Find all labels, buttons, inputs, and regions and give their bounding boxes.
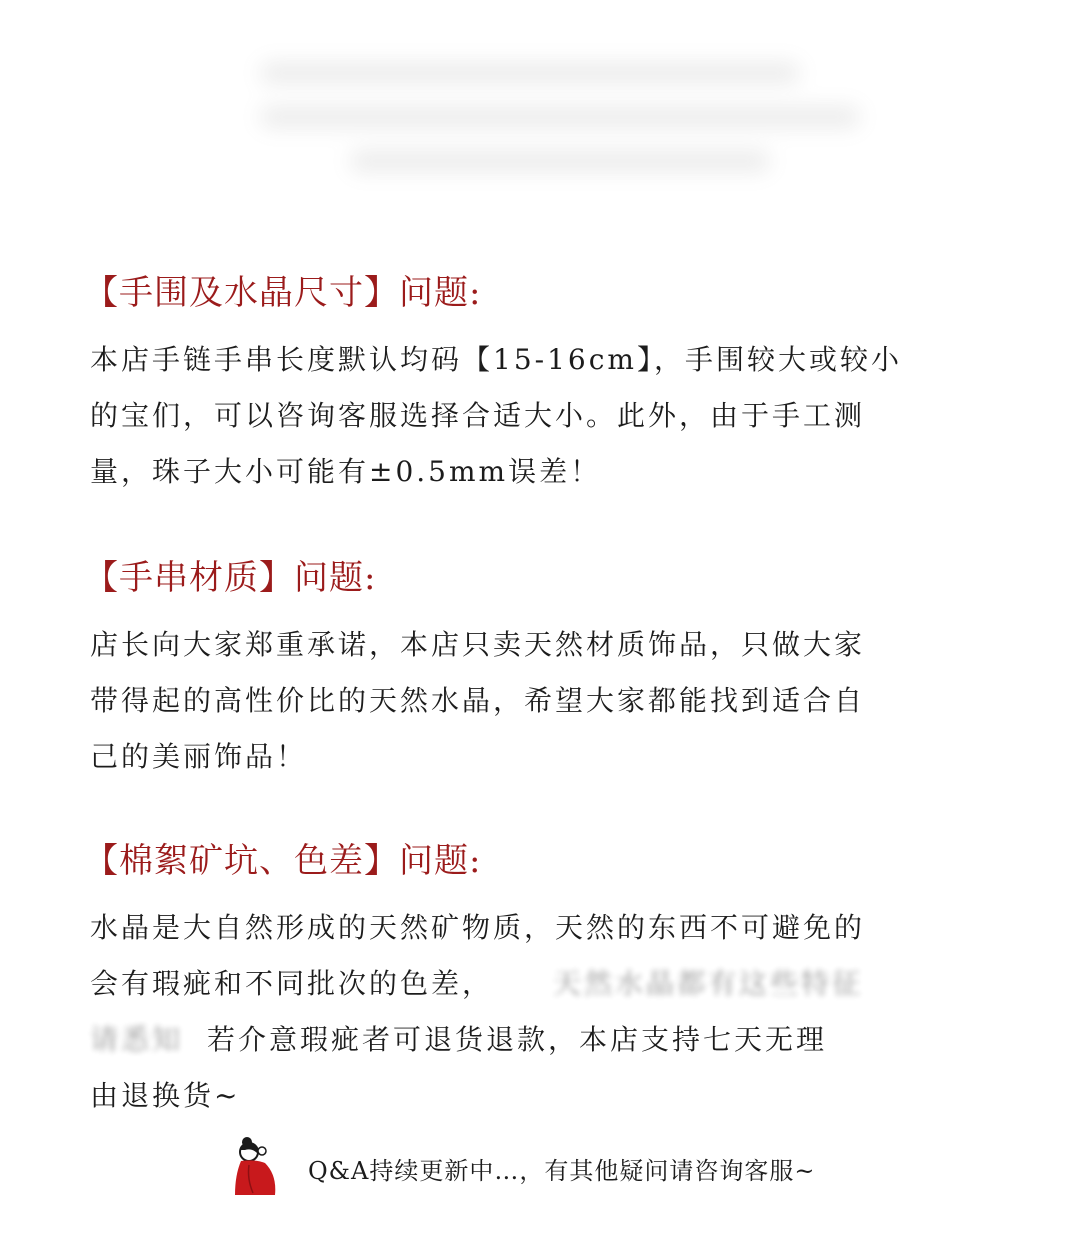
- text-line: 己的美丽饰品！: [90, 740, 308, 773]
- text-line: [90, 1012, 990, 1068]
- girl-mascot-icon: [225, 1135, 285, 1201]
- footer: [225, 1135, 925, 1205]
- section-body: [90, 332, 990, 500]
- text-line: [90, 956, 990, 1012]
- section-material: [84, 550, 990, 785]
- text-line: 由退换货~: [90, 1079, 241, 1112]
- text-line: 的宝们，可以咨询客服选择合适大小。此外，由于手工测: [90, 399, 866, 432]
- text-line: 本店手链手串长度默认均码【15-16cm】，手围较大或较小: [90, 343, 902, 376]
- footer-text: Q&A持续更新中…，有其他疑问请咨询客服~: [308, 1157, 816, 1185]
- blurred-header: [260, 40, 860, 200]
- section-title: 【棉絮矿坑、色差】问题:: [84, 841, 482, 881]
- section-title: 【手串材质】问题:: [84, 558, 377, 598]
- text-span: 若介意瑕疵者可退货退款，本店支持七天无理: [207, 1023, 828, 1056]
- section-size: [84, 265, 990, 500]
- blurred-text: 天然水晶都有这些特征: [553, 967, 864, 1000]
- text-line: 带得起的高性价比的天然水晶，希望大家都能找到适合自: [90, 684, 866, 717]
- section-inclusions: [84, 833, 990, 1124]
- section-title: 【手围及水晶尺寸】问题:: [84, 273, 482, 313]
- text-span: 会有瑕疵和不同批次的色差，: [90, 967, 494, 1000]
- text-line: 水晶是大自然形成的天然矿物质，天然的东西不可避免的: [90, 911, 866, 944]
- text-line: 店长向大家郑重承诺，本店只卖天然材质饰品，只做大家: [90, 628, 866, 661]
- section-body: [90, 617, 990, 785]
- section-body: [90, 900, 990, 1124]
- blurred-text: 请悉知: [90, 1023, 184, 1056]
- text-line: 量，珠子大小可能有±0.5mm误差！: [90, 455, 602, 488]
